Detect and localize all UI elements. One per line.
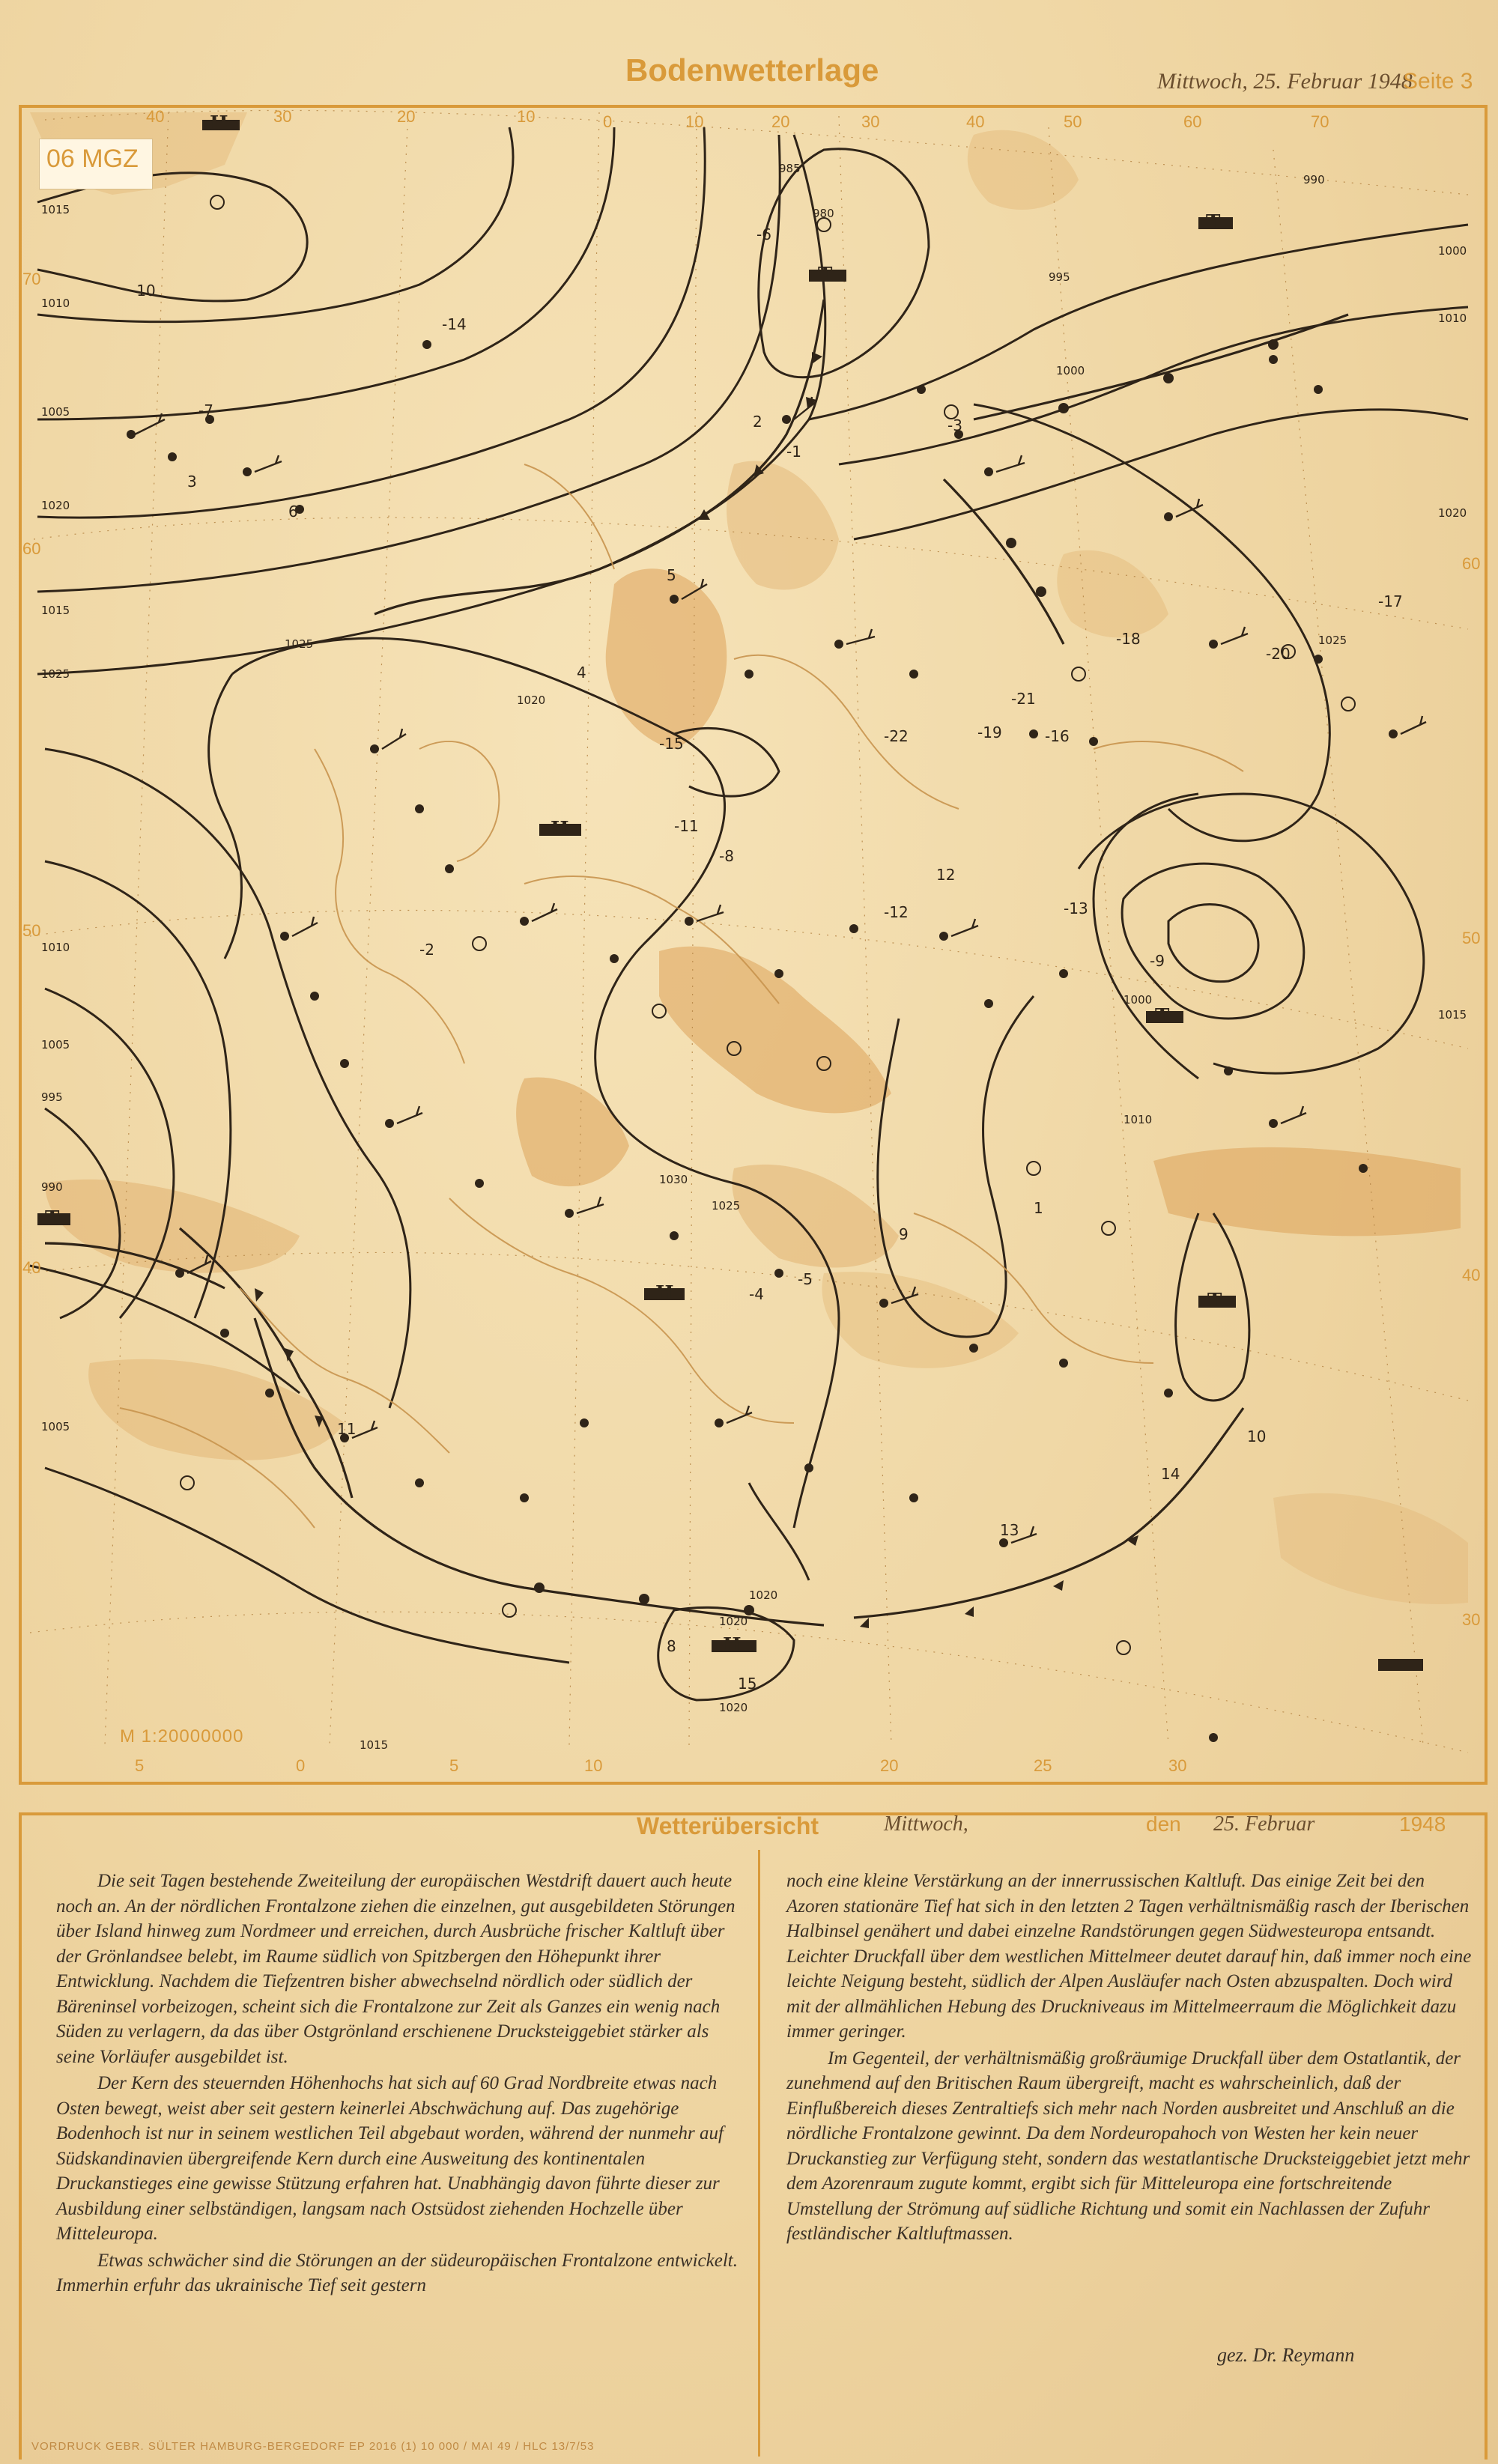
latitude-label: 60 [22, 539, 41, 558]
isobar-value-labels [41, 162, 1467, 1752]
isobar-label: 1025 [712, 1199, 741, 1213]
longitude-label: 70 [1311, 112, 1329, 131]
station-temp: -3 [947, 416, 962, 434]
front-semicircles [534, 339, 1279, 1615]
station-temp: 8 [667, 1637, 676, 1655]
station-temp: 14 [1161, 1465, 1180, 1483]
isobar-label: 1015 [1438, 1008, 1467, 1022]
isobars [30, 127, 1468, 1700]
longitude-label: 0 [296, 1756, 306, 1775]
pressure-center-label: T [1206, 211, 1221, 234]
longitude-label: 20 [880, 1756, 899, 1775]
station-temp: -4 [749, 1285, 764, 1303]
pressure-center-label: H [551, 818, 569, 840]
isobar-label: 990 [41, 1180, 63, 1194]
isobar-label: 1005 [41, 1420, 70, 1433]
report-paragraph: Im Gegenteil, der verhältnismäßig großräumige Druckfall über dem Ostatlantik, der zunehmend auf den Britischen Raum übergreift, macht es wahrscheinlich, daß der Einflußbereich dieses Zentraltiefs sich mehr nach Norden ausbreitet und Anschluß an die nördliche Frontalzone gewinnt. Da dem Nordeuropahoch von Westen her kein neuer Druckanstieg zur Verfügung steht, sondern das westatlantische Drucksteiggebiet jetzt mehr dem Azorenraum zugute kommt, ergibt sich für Mitteleuropa eine fortschreitende Umstellung der Strömung auf südliche Richtung und somit ein Nachlassen der Zufuhr festländischer Kaltluftmassen. [786, 2048, 1470, 2244]
isobar-label: 1020 [41, 499, 70, 512]
isobar-label: 1010 [41, 297, 70, 310]
longitude-label: 10 [685, 112, 704, 131]
station-temp: 11 [337, 1420, 357, 1438]
issue-date: Mittwoch, 25. Februar 1948 [1157, 69, 1413, 94]
station-temp: -22 [884, 727, 909, 745]
report-weekday: Mittwoch, [884, 1812, 968, 1836]
isobar-label: 985 [779, 162, 801, 175]
isobar-label: 1020 [517, 694, 546, 707]
station-temp: 15 [738, 1675, 757, 1693]
station-temp: -6 [756, 225, 771, 243]
station-temp: -10 [131, 282, 156, 300]
station-temp: -14 [442, 315, 467, 333]
isobar-label: 1020 [749, 1588, 778, 1602]
longitude-label: 0 [603, 112, 613, 131]
isobar-label: 990 [1303, 173, 1325, 186]
longitude-label: 60 [1183, 112, 1202, 131]
longitude-label: 40 [966, 112, 985, 131]
isobar-label: 1030 [659, 1173, 688, 1186]
isobar-label: 1010 [41, 941, 70, 954]
isobar-label: 1015 [360, 1738, 389, 1752]
isobar-label: 980 [813, 207, 834, 220]
station-temp: -11 [674, 817, 699, 835]
station-temp: -21 [1011, 690, 1036, 708]
station-temp: -5 [798, 1270, 813, 1288]
report-date: 25. Februar [1213, 1812, 1315, 1836]
pressure-center-label: H [210, 112, 228, 135]
latitude-label: 60 [1462, 554, 1481, 573]
station-temp: 12 [936, 866, 956, 884]
isobar-label: 1025 [285, 637, 314, 651]
latitude-label: 70 [22, 270, 41, 288]
station-temp: 6 [288, 503, 298, 521]
pressure-center-label: H [723, 1634, 742, 1657]
isobar-label: 1020 [1438, 506, 1467, 520]
latitude-label: 30 [1462, 1610, 1481, 1629]
latitude-label: 50 [22, 921, 41, 940]
station-temp: 9 [899, 1225, 909, 1243]
pressure-center-label: T [1155, 1005, 1170, 1028]
report-left-column [56, 1869, 742, 2298]
isobar-label: 1015 [41, 604, 70, 617]
isobar-label: 1005 [41, 1038, 70, 1052]
isobar-label: 1005 [41, 405, 70, 419]
station-temp: 2 [753, 413, 762, 431]
longitude-label: 20 [397, 107, 416, 126]
isobar-label: 1000 [1438, 244, 1467, 258]
station-temp: 13 [1000, 1521, 1019, 1539]
longitude-label: 40 [146, 107, 165, 126]
report-paragraph: Die seit Tagen bestehende Zweiteilung der europäischen Westdrift dauert auch heute noch an. An der nördlichen Frontalzone ziehen die einzelnen, gut ausgebildeten Störungen über Island hinweg zum Nordmeer und erreichen, durch Ausbrüche frischer Kaltluft über der Grönlandsee belebt, im Raume südlich von Spitzbergen den Höhepunkt ihrer Entwicklung. Nachdem die Tiefzentren bisher abwechselnd nördlich oder südlich der Bäreninsel vorbeizogen, scheint sich die Frontalzone zur Zeit als Ganzes ein wenig nach Süden zu verlagern, da das über Ostgrönland erschienene Drucksteiggebiet stärker als seine Vorläufer ausgebildet ist. [56, 1871, 736, 2067]
observation-time: 06 MGZ [46, 145, 139, 173]
report-paragraph: Der Kern des steuernden Höhenhochs hat sich auf 60 Grad Nordbreite etwas nach Osten bewegt, weist aber seit gestern keinerlei Abschwächung auf. Das zugehörige Bodenhoch ist nur in seinem westlichen Teil abgebaut worden, während der nunmehr auf Südskandinavien übergreifende Kern durch eine Ausweitung des kontinentalen Druckanstieges eine gewisse Stützung erfahren hat. Unabhängig davon führte dieser zur Ausbildung einer selbständigen, langsam nach Ostsüdost ziehenden Hochzelle über Mitteleuropa. [56, 2073, 724, 2244]
report-paragraph: noch eine kleine Verstärkung an der innerrussischen Kaltluft. Das einige Zeit bei den Azoren stationäre Tief hat sich in den letzten 2 Tagen verhältnismäßig rasch der Iberischen Halbinsel genähert und dabei einzelne Randstörungen gegen Südwesteuropa entsandt. Leichter Druckfall über dem westlichen Mittelmeer deutet darauf hin, daß immer noch eine leichte Neigung besteht, südlich der Alpen Ausläufer nach Osten abzuspalten. Doch wird mit der allmählichen Hebung des Druckniveaus im Mittelmeerraum die Möglichkeit dazu immer geringer. [786, 1871, 1472, 2042]
pressure-center-label: H [655, 1282, 674, 1305]
longitude-label: 10 [584, 1756, 603, 1775]
isobar-label: 1025 [1318, 634, 1347, 647]
station-temp: -12 [884, 903, 909, 921]
printer-imprint: VORDRUCK GEBR. SÜLTER HAMBURG-BERGEDORF EP 2016 (1) 10 000 / MAI 49 / HLC 13/7/53 [31, 2440, 595, 2453]
longitude-label: 20 [771, 112, 790, 131]
isobar-label: 1020 [719, 1701, 748, 1714]
report-signature: gez. Dr. Reymann [1217, 2344, 1355, 2366]
station-temp: 4 [577, 664, 586, 682]
longitude-label: 30 [273, 107, 292, 126]
station-temp: 3 [187, 473, 197, 491]
longitude-label: 5 [449, 1756, 459, 1775]
latitude-label: 40 [22, 1258, 41, 1277]
station-temp: -16 [1045, 727, 1070, 745]
isobar-label: 1015 [41, 203, 70, 216]
station-temp: -18 [1116, 630, 1141, 648]
page-title: Bodenwetterlage [625, 52, 879, 88]
report-den: den [1146, 1812, 1181, 1836]
station-temp: -20 [1266, 645, 1291, 663]
station-temp: -17 [1378, 592, 1403, 610]
latitude-label: 50 [1462, 929, 1481, 947]
pressure-center-label: T [818, 264, 833, 286]
isobar-label: 995 [41, 1090, 63, 1104]
station-temp: -2 [419, 941, 434, 959]
isobar-label: 995 [1049, 270, 1070, 284]
station-temp: -19 [977, 723, 1002, 741]
station-temp: -7 [198, 401, 213, 419]
isobar-label: 1000 [1124, 993, 1153, 1007]
station-temp: -1 [786, 443, 801, 461]
isobar-label: 1000 [1056, 364, 1085, 377]
longitude-label: 5 [135, 1756, 145, 1775]
isobar-label: 1010 [1438, 312, 1467, 325]
longitude-label: 50 [1064, 112, 1082, 131]
longitude-label: 30 [1168, 1756, 1187, 1775]
terrain-relief [30, 112, 1468, 1604]
station-temperatures [131, 225, 1403, 1693]
station-temp: -13 [1064, 899, 1088, 917]
column-divider [758, 1850, 760, 2457]
longitude-label: 30 [861, 112, 880, 131]
station-temp: -15 [659, 735, 684, 753]
pressure-center-label: T [1207, 1290, 1222, 1312]
page-number: Seite 3 [1403, 69, 1473, 94]
latitude-label: 40 [1462, 1266, 1481, 1284]
longitude-label: 25 [1034, 1756, 1052, 1775]
station-temp: -9 [1150, 952, 1165, 970]
report-title: Wetterübersicht [637, 1812, 819, 1839]
station-temp: 10 [1247, 1427, 1267, 1445]
longitude-label: 10 [517, 107, 536, 126]
station-temp: -8 [719, 847, 734, 865]
map-scale: M 1:20000000 [120, 1726, 244, 1747]
isobar-label: 1010 [1124, 1113, 1153, 1126]
graticule [30, 110, 1468, 1753]
isobar-label: 1025 [41, 667, 70, 681]
isobar-label: 1020 [719, 1615, 748, 1628]
report-right-column [786, 1869, 1472, 2247]
station-temp: 5 [667, 566, 676, 584]
report-paragraph: Etwas schwächer sind die Störungen an der südeuropäischen Frontalzone entwickelt. Immerhin erfuhr das ukrainische Tief seit gestern [56, 2250, 738, 2295]
report-year: 1948 [1399, 1812, 1446, 1836]
pressure-center-label: T [45, 1207, 60, 1230]
station-temp: 1 [1034, 1199, 1043, 1217]
